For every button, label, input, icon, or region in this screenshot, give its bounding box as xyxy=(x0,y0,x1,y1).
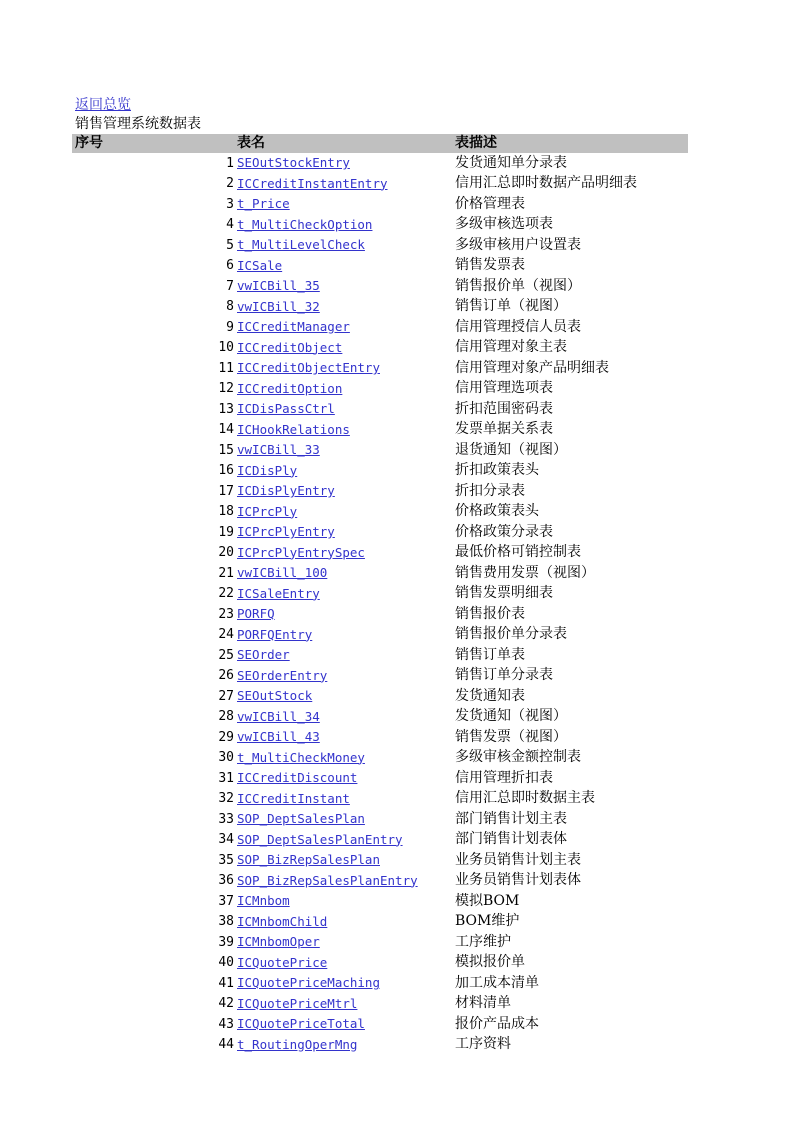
table-row xyxy=(72,727,688,748)
table-name-link[interactable]: t_RoutingOperMng xyxy=(237,1036,358,1052)
row-description: 部门销售计划表体 xyxy=(455,831,567,847)
table-name-link[interactable]: ICMnbomChild xyxy=(237,913,328,929)
table-name-link[interactable]: ICDisPassCtrl xyxy=(237,401,335,416)
row-table-name-cell xyxy=(237,522,455,543)
table-name-link[interactable]: ICQuotePriceMaching xyxy=(237,975,380,990)
row-index: 16 xyxy=(218,463,234,478)
row-index: 26 xyxy=(218,668,234,683)
table-row xyxy=(72,830,688,851)
row-index: 37 xyxy=(218,893,234,909)
table-row xyxy=(72,502,688,523)
row-description: 价格政策表头 xyxy=(455,503,539,519)
table-row xyxy=(72,994,688,1015)
row-description: 折扣范围密码表 xyxy=(455,400,553,417)
row-description: 销售发票（视图） xyxy=(455,728,567,745)
row-index: 14 xyxy=(218,422,234,437)
row-index: 24 xyxy=(218,627,234,642)
row-table-name-cell xyxy=(237,461,455,482)
row-description: 信用管理对象产品明细表 xyxy=(455,359,609,376)
row-table-name-cell xyxy=(237,789,455,810)
row-description: 销售报价单分录表 xyxy=(455,626,567,642)
row-description: 信用管理授信人员表 xyxy=(455,318,581,335)
table-row xyxy=(72,543,688,564)
row-index: 28 xyxy=(218,709,234,724)
row-table-name-cell xyxy=(237,174,455,195)
row-index: 30 xyxy=(218,750,234,765)
row-table-name-cell xyxy=(237,502,455,523)
row-index: 8 xyxy=(226,299,234,314)
table-row xyxy=(72,358,688,379)
table-row xyxy=(72,912,688,933)
row-table-name-cell xyxy=(237,563,455,584)
row-description: 部门销售计划主表 xyxy=(455,810,567,827)
row-description: 折扣分录表 xyxy=(455,482,525,499)
row-index: 10 xyxy=(218,340,234,355)
row-index: 12 xyxy=(218,381,234,396)
row-table-name-cell xyxy=(237,338,455,359)
row-description: 报价产品成本 xyxy=(455,1015,539,1032)
row-description: 模拟报价单 xyxy=(455,954,525,970)
row-description: 发票单据关系表 xyxy=(455,421,553,437)
table-row xyxy=(72,256,688,277)
row-index: 31 xyxy=(218,770,234,786)
table-row xyxy=(72,379,688,400)
row-table-name-cell xyxy=(237,317,455,338)
table-name-link[interactable]: ICCreditDiscount xyxy=(237,770,358,785)
row-table-name-cell xyxy=(237,440,455,461)
row-description: 业务员销售计划表体 xyxy=(455,872,581,888)
row-description: 信用汇总即时数据产品明细表 xyxy=(455,175,637,191)
row-index: 35 xyxy=(218,852,234,868)
table-row xyxy=(72,399,688,420)
row-index: 38 xyxy=(218,914,234,929)
table-name-link[interactable]: vwICBill_43 xyxy=(237,729,320,744)
row-index: 40 xyxy=(218,955,234,970)
table-name-link[interactable]: t_Price xyxy=(237,196,290,211)
table-name-link[interactable]: ICCreditOption xyxy=(237,380,343,396)
row-index: 6 xyxy=(226,258,234,273)
row-table-name-cell xyxy=(237,379,455,400)
table-row xyxy=(72,768,688,789)
row-table-name-cell xyxy=(237,686,455,707)
table-name-link[interactable]: vwICBill_33 xyxy=(237,442,320,457)
row-table-name-cell xyxy=(237,645,455,666)
row-table-name-cell xyxy=(237,543,455,564)
table-row xyxy=(72,891,688,912)
row-table-name-cell xyxy=(237,584,455,605)
row-description: 信用汇总即时数据主表 xyxy=(455,790,595,806)
row-description: 发货通知单分录表 xyxy=(455,154,567,171)
row-table-name-cell xyxy=(237,727,455,748)
table-row xyxy=(72,584,688,605)
row-index: 36 xyxy=(218,873,234,888)
row-index: 7 xyxy=(226,278,234,294)
row-index: 33 xyxy=(218,811,234,827)
table-name-link[interactable]: PORFQ xyxy=(237,606,275,621)
table-name-link[interactable]: ICPrcPlyEntry xyxy=(237,524,335,539)
row-description: 销售发票明细表 xyxy=(455,585,553,601)
table-name-link[interactable]: t_MultiCheckOption xyxy=(237,216,373,232)
table-name-link[interactable]: vwICBill_35 xyxy=(237,278,320,293)
table-row xyxy=(72,563,688,584)
table-row xyxy=(72,850,688,871)
table-name-link[interactable]: ICQuotePriceTotal xyxy=(237,1016,365,1031)
table-name-link[interactable]: vwICBill_32 xyxy=(237,298,320,314)
table-row xyxy=(72,522,688,543)
table-row xyxy=(72,973,688,994)
row-description: 销售订单（视图） xyxy=(455,298,567,314)
row-description: 销售发票表 xyxy=(455,257,525,273)
row-table-name-cell xyxy=(237,871,455,892)
row-description: 多级审核选项表 xyxy=(455,216,553,232)
row-table-name-cell xyxy=(237,850,455,871)
row-index: 25 xyxy=(218,647,234,663)
row-index: 44 xyxy=(218,1037,234,1052)
table-name-link[interactable]: t_MultiLevelCheck xyxy=(237,237,365,252)
table-row xyxy=(72,297,688,318)
row-table-name-cell xyxy=(237,604,455,625)
table-name-link[interactable]: ICPrcPlyEntrySpec xyxy=(237,544,365,560)
table-name-link[interactable]: vwICBill_100 xyxy=(237,565,328,580)
table-row xyxy=(72,871,688,892)
table-body xyxy=(72,153,688,1055)
row-index: 19 xyxy=(218,524,234,540)
row-index: 21 xyxy=(218,565,234,581)
table-name-link[interactable]: ICCreditManager xyxy=(237,319,350,334)
row-index: 2 xyxy=(226,176,234,191)
row-table-name-cell xyxy=(237,297,455,318)
row-table-name-cell xyxy=(237,399,455,420)
row-description: 多级审核金额控制表 xyxy=(455,749,581,765)
tables-list xyxy=(72,134,688,1055)
row-table-name-cell xyxy=(237,768,455,789)
row-index: 22 xyxy=(218,586,234,601)
row-description: 加工成本清单 xyxy=(455,974,539,991)
row-index: 1 xyxy=(226,155,234,171)
row-index: 20 xyxy=(218,545,234,560)
row-description: 最低价格可销控制表 xyxy=(455,544,581,560)
table-row xyxy=(72,932,688,953)
row-description: 发货通知（视图） xyxy=(455,708,567,724)
row-table-name-cell xyxy=(237,625,455,646)
row-description: 信用管理对象主表 xyxy=(455,339,567,355)
row-description: BOM维护 xyxy=(455,913,520,929)
row-description: 信用管理折扣表 xyxy=(455,769,553,786)
row-description: 业务员销售计划主表 xyxy=(455,851,581,868)
table-row xyxy=(72,153,688,174)
row-description: 价格政策分录表 xyxy=(455,523,553,540)
row-description: 材料清单 xyxy=(455,995,511,1011)
row-description: 销售报价单（视图） xyxy=(455,277,581,294)
table-row xyxy=(72,748,688,769)
row-index: 41 xyxy=(218,975,234,991)
row-index: 43 xyxy=(218,1016,234,1032)
table-row xyxy=(72,1014,688,1035)
table-row xyxy=(72,481,688,502)
table-row xyxy=(72,604,688,625)
row-index: 18 xyxy=(218,504,234,519)
row-index: 17 xyxy=(218,483,234,499)
row-index: 11 xyxy=(218,360,234,376)
page-title: 销售管理系统数据表 xyxy=(75,116,201,132)
table-row xyxy=(72,276,688,297)
row-table-name-cell xyxy=(237,1035,455,1056)
row-table-name-cell xyxy=(237,666,455,687)
row-description: 工序维护 xyxy=(455,933,511,950)
table-row xyxy=(72,666,688,687)
row-index: 23 xyxy=(218,606,234,622)
row-description: 价格管理表 xyxy=(455,195,525,212)
table-row xyxy=(72,707,688,728)
table-name-link[interactable]: ICCreditInstantEntry xyxy=(237,175,388,191)
table-name-link[interactable]: ICDisPlyEntry xyxy=(237,483,335,498)
table-name-link[interactable]: ICQuotePriceMtrl xyxy=(237,995,358,1011)
row-table-name-cell xyxy=(237,481,455,502)
row-table-name-cell xyxy=(237,953,455,974)
row-table-name-cell xyxy=(237,912,455,933)
table-name-link[interactable]: ICCreditInstant xyxy=(237,790,350,806)
row-index: 3 xyxy=(226,196,234,212)
row-table-name-cell xyxy=(237,809,455,830)
row-table-name-cell xyxy=(237,891,455,912)
table-name-link[interactable]: ICSale xyxy=(237,257,283,273)
back-to-overview-link[interactable]: 返回总览 xyxy=(75,97,131,113)
row-table-name-cell xyxy=(237,194,455,215)
row-index: 5 xyxy=(226,237,234,253)
row-description: 发货通知表 xyxy=(455,687,525,704)
row-table-name-cell xyxy=(237,973,455,994)
column-header-name: 表名 xyxy=(237,134,455,153)
row-index: 42 xyxy=(218,996,234,1011)
table-name-link[interactable]: vwICBill_34 xyxy=(237,708,320,724)
table-name-link[interactable]: PORFQEntry xyxy=(237,626,313,642)
row-description: 退货通知（视图） xyxy=(455,441,567,458)
table-name-link[interactable]: SOP_DeptSalesPlan xyxy=(237,811,365,826)
table-row xyxy=(72,440,688,461)
table-name-link[interactable]: SEOutStock xyxy=(237,688,313,703)
table-row xyxy=(72,953,688,974)
table-row xyxy=(72,625,688,646)
row-table-name-cell xyxy=(237,235,455,256)
table-row xyxy=(72,338,688,359)
row-description: 工序资料 xyxy=(455,1036,511,1052)
row-index: 34 xyxy=(218,832,234,847)
table-row xyxy=(72,420,688,441)
table-name-link[interactable]: ICMnbom xyxy=(237,893,290,908)
table-name-link[interactable]: ICPrcPly xyxy=(237,503,298,519)
row-index: 4 xyxy=(226,217,234,232)
row-index: 32 xyxy=(218,791,234,806)
row-index: 29 xyxy=(218,729,234,745)
row-table-name-cell xyxy=(237,358,455,379)
table-row xyxy=(72,461,688,482)
table-name-link[interactable]: ICDisPly xyxy=(237,462,298,478)
column-header-description: 表描述 xyxy=(455,134,688,153)
table-row xyxy=(72,215,688,236)
row-description: 销售订单表 xyxy=(455,646,525,663)
table-row xyxy=(72,809,688,830)
table-name-link[interactable]: t_MultiCheckMoney xyxy=(237,749,365,765)
row-table-name-cell xyxy=(237,420,455,441)
table-row xyxy=(72,645,688,666)
row-index: 39 xyxy=(218,934,234,950)
data-table-sheet xyxy=(72,96,688,1055)
row-description: 多级审核用户设置表 xyxy=(455,236,581,253)
table-name-link[interactable]: SOP_BizRepSalesPlanEntry xyxy=(237,872,418,888)
table-row xyxy=(72,789,688,810)
table-name-link[interactable]: SOP_BizRepSalesPlan xyxy=(237,852,380,867)
row-table-name-cell xyxy=(237,748,455,769)
row-index: 9 xyxy=(226,319,234,335)
column-header-index: 序号 xyxy=(72,134,237,153)
table-name-link[interactable]: SEOrder xyxy=(237,647,290,662)
row-table-name-cell xyxy=(237,707,455,728)
table-row xyxy=(72,1035,688,1056)
row-table-name-cell xyxy=(237,1014,455,1035)
row-table-name-cell xyxy=(237,153,455,174)
row-table-name-cell xyxy=(237,256,455,277)
table-name-link[interactable]: SEOrderEntry xyxy=(237,667,328,683)
table-name-link[interactable]: SOP_DeptSalesPlanEntry xyxy=(237,831,403,847)
table-row xyxy=(72,317,688,338)
table-name-link[interactable]: ICQuotePrice xyxy=(237,954,328,970)
row-table-name-cell xyxy=(237,830,455,851)
row-description: 销售费用发票（视图） xyxy=(455,564,595,581)
table-row xyxy=(72,194,688,215)
row-description: 折扣政策表头 xyxy=(455,462,539,478)
table-row xyxy=(72,686,688,707)
row-description: 信用管理选项表 xyxy=(455,380,553,396)
table-name-link[interactable]: ICMnbomOper xyxy=(237,934,320,949)
row-index: 13 xyxy=(218,401,234,417)
row-description: 销售订单分录表 xyxy=(455,667,553,683)
table-name-link[interactable]: ICCreditObject xyxy=(237,339,343,355)
row-description: 模拟BOM xyxy=(455,892,520,909)
table-name-link[interactable]: ICCreditObjectEntry xyxy=(237,360,380,375)
row-table-name-cell xyxy=(237,215,455,236)
row-index: 15 xyxy=(218,442,234,458)
row-table-name-cell xyxy=(237,932,455,953)
row-description: 销售报价表 xyxy=(455,605,525,622)
table-header-row xyxy=(72,134,688,153)
row-table-name-cell xyxy=(237,994,455,1015)
row-table-name-cell xyxy=(237,276,455,297)
table-row xyxy=(72,235,688,256)
row-index: 27 xyxy=(218,688,234,704)
table-row xyxy=(72,174,688,195)
table-name-link[interactable]: ICSaleEntry xyxy=(237,585,320,601)
table-name-link[interactable]: ICHookRelations xyxy=(237,421,350,437)
table-name-link[interactable]: SEOutStockEntry xyxy=(237,155,350,170)
